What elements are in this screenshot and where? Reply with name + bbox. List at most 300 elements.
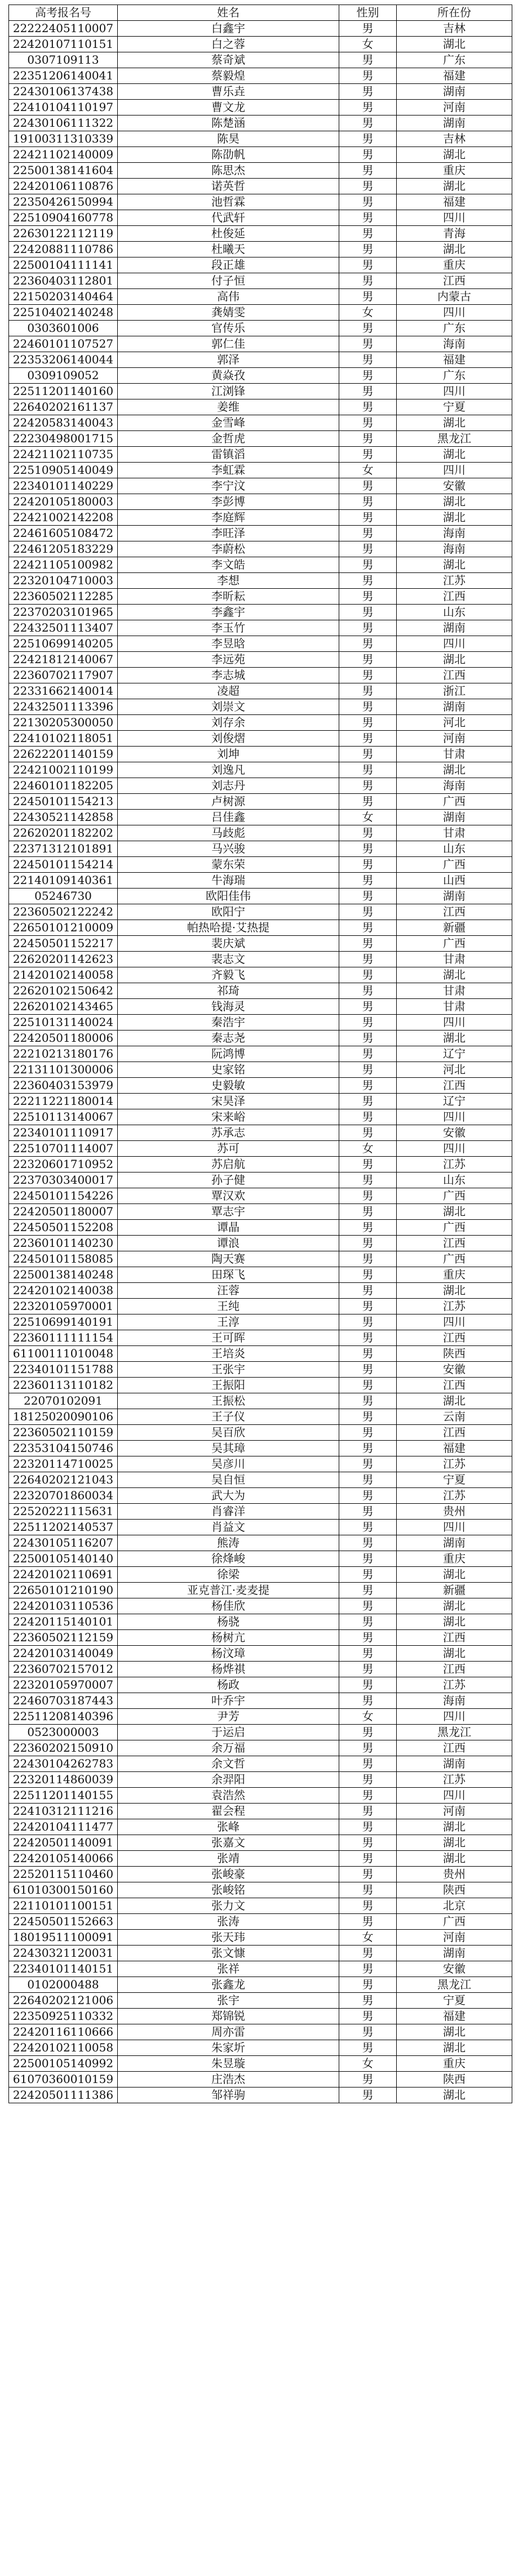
cell-gender: 男 (339, 431, 397, 447)
cell-name: 龚婧雯 (118, 305, 339, 321)
cell-name: 覃汉欢 (118, 1188, 339, 1204)
cell-gender: 男 (339, 21, 397, 37)
cell-exam-id: 22420103110536 (9, 1598, 118, 1614)
cell-exam-id: 22420102110058 (9, 2040, 118, 2056)
table-row (9, 541, 512, 557)
cell-exam-id: 22360502110159 (9, 1425, 118, 1441)
cell-exam-id: 22650101210009 (9, 920, 118, 936)
cell-province: 安徽 (397, 1362, 512, 1378)
table-row (9, 1583, 512, 1598)
cell-province: 甘肃 (397, 747, 512, 762)
cell-gender: 男 (339, 1614, 397, 1630)
table-row (9, 463, 512, 478)
cell-gender: 男 (339, 1031, 397, 1046)
table-row (9, 605, 512, 620)
cell-province: 湖北 (397, 242, 512, 257)
cell-gender: 男 (339, 1188, 397, 1204)
cell-name: 王振阳 (118, 1378, 339, 1393)
cell-name: 刘俊熠 (118, 731, 339, 747)
cell-gender: 男 (339, 242, 397, 257)
table-row (9, 336, 512, 352)
cell-province: 湖北 (397, 1567, 512, 1583)
cell-province: 四川 (397, 1015, 512, 1031)
cell-province: 湖南 (397, 1535, 512, 1551)
cell-name: 白之蓉 (118, 37, 339, 52)
cell-exam-id: 22420105180003 (9, 494, 118, 510)
cell-name: 刘崇文 (118, 699, 339, 715)
cell-gender: 男 (339, 1172, 397, 1188)
table-row (9, 257, 512, 273)
cell-name: 曹文龙 (118, 100, 339, 116)
roster-sheet (8, 5, 512, 2103)
table-row (9, 2024, 512, 2040)
cell-gender: 男 (339, 84, 397, 100)
cell-exam-id: 22360111111154 (9, 1330, 118, 1346)
header-name: 姓名 (118, 5, 339, 21)
cell-name: 陈昊 (118, 131, 339, 147)
cell-exam-id: 0307109113 (9, 52, 118, 68)
cell-exam-id: 22211221180014 (9, 1094, 118, 1109)
cell-name: 余羿阳 (118, 1772, 339, 1788)
cell-name: 郭仁佳 (118, 336, 339, 352)
cell-name: 蔡毅煌 (118, 68, 339, 84)
table-row (9, 273, 512, 289)
cell-gender: 男 (339, 683, 397, 699)
cell-name: 王纯 (118, 1299, 339, 1314)
table-row (9, 1662, 512, 1677)
cell-name: 徐烽峻 (118, 1551, 339, 1567)
cell-exam-id: 22630122112119 (9, 226, 118, 242)
cell-exam-id: 22421102140009 (9, 147, 118, 163)
cell-exam-id: 22420103140049 (9, 1646, 118, 1662)
table-row (9, 399, 512, 415)
cell-exam-id: 22432501113396 (9, 699, 118, 715)
table-row (9, 1299, 512, 1314)
table-row (9, 1898, 512, 1914)
cell-province: 湖北 (397, 1393, 512, 1409)
cell-exam-id: 22430106137438 (9, 84, 118, 100)
cell-gender: 男 (339, 257, 397, 273)
cell-exam-id: 22420106110876 (9, 179, 118, 194)
cell-exam-id: 22421105100982 (9, 557, 118, 573)
table-row (9, 163, 512, 179)
cell-province: 湖北 (397, 1646, 512, 1662)
cell-gender: 男 (339, 1236, 397, 1251)
table-row (9, 1283, 512, 1299)
cell-gender: 男 (339, 1646, 397, 1662)
cell-exam-id: 22510905140049 (9, 463, 118, 478)
table-row (9, 305, 512, 321)
cell-name: 李玉竹 (118, 620, 339, 636)
cell-gender: 男 (339, 1535, 397, 1551)
cell-province: 重庆 (397, 257, 512, 273)
cell-gender: 男 (339, 620, 397, 636)
cell-province: 湖北 (397, 1835, 512, 1851)
cell-name: 王振松 (118, 1393, 339, 1409)
cell-exam-id: 22450101158085 (9, 1251, 118, 1267)
cell-gender: 男 (339, 557, 397, 573)
cell-gender: 男 (339, 1330, 397, 1346)
cell-gender: 男 (339, 920, 397, 936)
table-row (9, 1914, 512, 1930)
table-row (9, 620, 512, 636)
cell-name: 张嘉文 (118, 1835, 339, 1851)
table-row (9, 668, 512, 683)
cell-name: 史家铭 (118, 1062, 339, 1078)
cell-province: 海南 (397, 1693, 512, 1709)
cell-gender: 男 (339, 226, 397, 242)
table-row (9, 1330, 512, 1346)
cell-province: 黑龙江 (397, 1725, 512, 1740)
cell-exam-id: 22150203140464 (9, 289, 118, 305)
table-row (9, 1614, 512, 1630)
cell-exam-id: 22353206140044 (9, 352, 118, 368)
cell-name: 谭晶 (118, 1220, 339, 1236)
cell-gender: 男 (339, 1251, 397, 1267)
cell-name: 吴其璋 (118, 1441, 339, 1456)
cell-province: 重庆 (397, 163, 512, 179)
cell-province: 广西 (397, 794, 512, 810)
cell-gender: 男 (339, 1867, 397, 1882)
cell-exam-id: 22460101182205 (9, 778, 118, 794)
table-row (9, 1204, 512, 1220)
cell-name: 吕佳鑫 (118, 810, 339, 825)
cell-province: 甘肃 (397, 952, 512, 967)
cell-gender: 男 (339, 1267, 397, 1283)
cell-province: 湖北 (397, 415, 512, 431)
cell-province: 浙江 (397, 683, 512, 699)
cell-gender: 男 (339, 825, 397, 841)
cell-exam-id: 22510699140191 (9, 1314, 118, 1330)
table-row (9, 2072, 512, 2088)
cell-province: 湖北 (397, 179, 512, 194)
cell-name: 江浏锋 (118, 384, 339, 399)
cell-exam-id: 22420583140043 (9, 415, 118, 431)
cell-exam-id: 22450101154214 (9, 857, 118, 873)
table-row (9, 447, 512, 463)
cell-exam-id: 0523000003 (9, 1725, 118, 1740)
student-roster-table (8, 5, 512, 2103)
table-row (9, 2056, 512, 2072)
cell-gender: 男 (339, 210, 397, 226)
cell-exam-id: 22510113140067 (9, 1109, 118, 1125)
cell-gender: 男 (339, 1204, 397, 1220)
cell-name: 李蔚松 (118, 541, 339, 557)
cell-province: 湖北 (397, 2040, 512, 2056)
cell-province: 湖北 (397, 37, 512, 52)
cell-exam-id: 22350925110332 (9, 2009, 118, 2024)
table-row (9, 1251, 512, 1267)
table-row (9, 1772, 512, 1788)
cell-exam-id: 22420107110151 (9, 37, 118, 52)
cell-exam-id: 19100311310339 (9, 131, 118, 147)
cell-name: 李庭辉 (118, 510, 339, 526)
cell-exam-id: 22420501180006 (9, 1031, 118, 1046)
cell-gender: 男 (339, 2088, 397, 2103)
cell-exam-id: 22331662140014 (9, 683, 118, 699)
cell-exam-id: 22360702117907 (9, 668, 118, 683)
cell-name: 杜俊延 (118, 226, 339, 242)
cell-gender: 男 (339, 1046, 397, 1062)
cell-gender: 男 (339, 1393, 397, 1409)
cell-exam-id: 22430106111322 (9, 116, 118, 131)
cell-exam-id: 0309109052 (9, 368, 118, 384)
cell-province: 广西 (397, 1220, 512, 1236)
cell-name: 陈劭帆 (118, 147, 339, 163)
cell-exam-id: 22520115110460 (9, 1867, 118, 1882)
table-row (9, 1236, 512, 1251)
table-row (9, 715, 512, 731)
cell-exam-id: 22460101107527 (9, 336, 118, 352)
cell-gender: 女 (339, 1141, 397, 1157)
cell-province: 新疆 (397, 920, 512, 936)
cell-name: 王张宇 (118, 1362, 339, 1378)
cell-exam-id: 22520221115631 (9, 1504, 118, 1520)
cell-name: 庄浩杰 (118, 2072, 339, 2088)
cell-name: 亚克普江·麦麦提 (118, 1583, 339, 1598)
table-row (9, 52, 512, 68)
table-row (9, 1646, 512, 1662)
table-row (9, 699, 512, 715)
cell-exam-id: 22320105970007 (9, 1677, 118, 1693)
cell-exam-id: 22510402140248 (9, 305, 118, 321)
cell-gender: 男 (339, 841, 397, 857)
cell-gender: 男 (339, 731, 397, 747)
cell-exam-id: 22640202161137 (9, 399, 118, 415)
cell-name: 田琛飞 (118, 1267, 339, 1283)
cell-gender: 男 (339, 857, 397, 873)
cell-gender: 女 (339, 2056, 397, 2072)
cell-name: 凌超 (118, 683, 339, 699)
cell-gender: 男 (339, 336, 397, 352)
cell-exam-id: 22500104111141 (9, 257, 118, 273)
cell-province: 广西 (397, 1188, 512, 1204)
cell-gender: 男 (339, 478, 397, 494)
cell-exam-id: 22430321120031 (9, 1946, 118, 1961)
cell-gender: 男 (339, 526, 397, 541)
table-row (9, 321, 512, 336)
table-row (9, 920, 512, 936)
cell-exam-id: 22410312111216 (9, 1804, 118, 1819)
table-row (9, 1961, 512, 1977)
cell-gender: 男 (339, 715, 397, 731)
cell-gender: 男 (339, 747, 397, 762)
cell-name: 余文哲 (118, 1756, 339, 1772)
cell-name: 张靖 (118, 1851, 339, 1867)
table-row (9, 731, 512, 747)
cell-name: 张鑫龙 (118, 1977, 339, 1993)
cell-gender: 男 (339, 999, 397, 1015)
table-row (9, 1046, 512, 1062)
table-row (9, 1441, 512, 1456)
cell-name: 杜曦天 (118, 242, 339, 257)
cell-exam-id: 18125020090106 (9, 1409, 118, 1425)
table-row (9, 478, 512, 494)
cell-name: 尹芳 (118, 1709, 339, 1725)
header-gender: 性别 (339, 5, 397, 21)
table-row (9, 889, 512, 904)
table-row (9, 1015, 512, 1031)
cell-province: 四川 (397, 305, 512, 321)
cell-province: 广东 (397, 321, 512, 336)
cell-name: 金雪峰 (118, 415, 339, 431)
table-row (9, 510, 512, 526)
cell-province: 江苏 (397, 1299, 512, 1314)
table-row (9, 526, 512, 541)
cell-gender: 男 (339, 1220, 397, 1236)
cell-exam-id: 22432501113407 (9, 620, 118, 636)
cell-province: 江西 (397, 668, 512, 683)
cell-province: 湖北 (397, 2024, 512, 2040)
cell-exam-id: 22360113110182 (9, 1378, 118, 1393)
cell-gender: 男 (339, 636, 397, 652)
cell-exam-id: 22131101300006 (9, 1062, 118, 1078)
table-row (9, 1788, 512, 1804)
cell-exam-id: 22511201140160 (9, 384, 118, 399)
cell-exam-id: 22460703187443 (9, 1693, 118, 1709)
table-row (9, 147, 512, 163)
cell-name: 官传乐 (118, 321, 339, 336)
cell-name: 杨佳欣 (118, 1598, 339, 1614)
cell-name: 蔡奇斌 (118, 52, 339, 68)
cell-name: 秦浩宇 (118, 1015, 339, 1031)
header-row (9, 5, 512, 21)
cell-gender: 男 (339, 321, 397, 336)
cell-gender: 女 (339, 463, 397, 478)
cell-province: 辽宁 (397, 1094, 512, 1109)
cell-province: 江苏 (397, 1488, 512, 1504)
cell-province: 江苏 (397, 1772, 512, 1788)
cell-gender: 男 (339, 1662, 397, 1677)
cell-exam-id: 22421102110735 (9, 447, 118, 463)
table-row (9, 384, 512, 399)
table-row (9, 1378, 512, 1393)
table-row (9, 1677, 512, 1693)
cell-name: 袁浩然 (118, 1788, 339, 1804)
cell-province: 四川 (397, 1709, 512, 1725)
cell-province: 湖北 (397, 557, 512, 573)
cell-province: 云南 (397, 1409, 512, 1425)
cell-exam-id: 22640202121043 (9, 1472, 118, 1488)
cell-province: 四川 (397, 463, 512, 478)
table-row (9, 825, 512, 841)
cell-gender: 男 (339, 936, 397, 952)
cell-province: 湖南 (397, 810, 512, 825)
cell-exam-id: 61100111010048 (9, 1346, 118, 1362)
table-row (9, 1094, 512, 1109)
cell-name: 叶乔宇 (118, 1693, 339, 1709)
cell-province: 河南 (397, 1804, 512, 1819)
cell-province: 江苏 (397, 573, 512, 589)
cell-exam-id: 22510699140205 (9, 636, 118, 652)
cell-gender: 男 (339, 510, 397, 526)
cell-name: 吴彦川 (118, 1456, 339, 1472)
cell-province: 吉林 (397, 21, 512, 37)
cell-province: 海南 (397, 541, 512, 557)
table-row (9, 904, 512, 920)
cell-gender: 男 (339, 368, 397, 384)
cell-province: 湖南 (397, 1946, 512, 1961)
cell-province: 四川 (397, 636, 512, 652)
cell-gender: 男 (339, 352, 397, 368)
table-row (9, 1819, 512, 1835)
table-row (9, 636, 512, 652)
cell-exam-id: 0102000488 (9, 1977, 118, 1993)
cell-exam-id: 22371312101891 (9, 841, 118, 857)
cell-exam-id: 22370303400017 (9, 1172, 118, 1188)
cell-name: 李文皓 (118, 557, 339, 573)
cell-province: 江西 (397, 1330, 512, 1346)
table-row (9, 1362, 512, 1378)
cell-province: 湖北 (397, 147, 512, 163)
cell-exam-id: 22360702157012 (9, 1662, 118, 1677)
table-row (9, 242, 512, 257)
cell-name: 李虹霖 (118, 463, 339, 478)
cell-name: 李彭博 (118, 494, 339, 510)
cell-province: 湖北 (397, 1851, 512, 1867)
cell-name: 张峻铭 (118, 1882, 339, 1898)
cell-name: 池哲霖 (118, 194, 339, 210)
cell-exam-id: 22360403112801 (9, 273, 118, 289)
table-row (9, 1946, 512, 1961)
table-row (9, 1472, 512, 1488)
header-exam-id: 高考报名号 (9, 5, 118, 21)
cell-name: 齐毅飞 (118, 967, 339, 983)
cell-name: 李宁汶 (118, 478, 339, 494)
cell-gender: 男 (339, 179, 397, 194)
cell-province: 四川 (397, 210, 512, 226)
cell-province: 湖南 (397, 84, 512, 100)
table-row (9, 1393, 512, 1409)
cell-exam-id: 22210213180176 (9, 1046, 118, 1062)
cell-name: 谭浪 (118, 1236, 339, 1251)
table-row (9, 1851, 512, 1867)
cell-province: 湖北 (397, 1614, 512, 1630)
cell-province: 湖北 (397, 447, 512, 463)
cell-exam-id: 22353104150746 (9, 1441, 118, 1456)
table-row (9, 1504, 512, 1520)
cell-province: 湖北 (397, 1819, 512, 1835)
cell-name: 刘逸凡 (118, 762, 339, 778)
cell-exam-id: 22320105970001 (9, 1299, 118, 1314)
cell-gender: 女 (339, 1709, 397, 1725)
cell-gender: 男 (339, 1725, 397, 1740)
cell-exam-id: 18019511100091 (9, 1930, 118, 1946)
cell-name: 张祥 (118, 1961, 339, 1977)
cell-gender: 男 (339, 1456, 397, 1472)
cell-exam-id: 22320114860039 (9, 1772, 118, 1788)
cell-gender: 男 (339, 447, 397, 463)
cell-gender: 男 (339, 68, 397, 84)
table-row (9, 1630, 512, 1646)
cell-gender: 男 (339, 762, 397, 778)
cell-exam-id: 22320701860034 (9, 1488, 118, 1504)
table-row (9, 131, 512, 147)
cell-exam-id: 22360502112159 (9, 1630, 118, 1646)
cell-gender: 男 (339, 1520, 397, 1535)
cell-province: 福建 (397, 68, 512, 84)
cell-gender: 男 (339, 1488, 397, 1504)
cell-province: 陕西 (397, 2072, 512, 2088)
cell-name: 余万福 (118, 1740, 339, 1756)
cell-name: 肖睿洋 (118, 1504, 339, 1520)
cell-name: 裴志文 (118, 952, 339, 967)
cell-name: 蒙东荣 (118, 857, 339, 873)
cell-gender: 男 (339, 1993, 397, 2009)
cell-exam-id: 22421812140067 (9, 652, 118, 668)
cell-gender: 男 (339, 1898, 397, 1914)
table-row (9, 1409, 512, 1425)
